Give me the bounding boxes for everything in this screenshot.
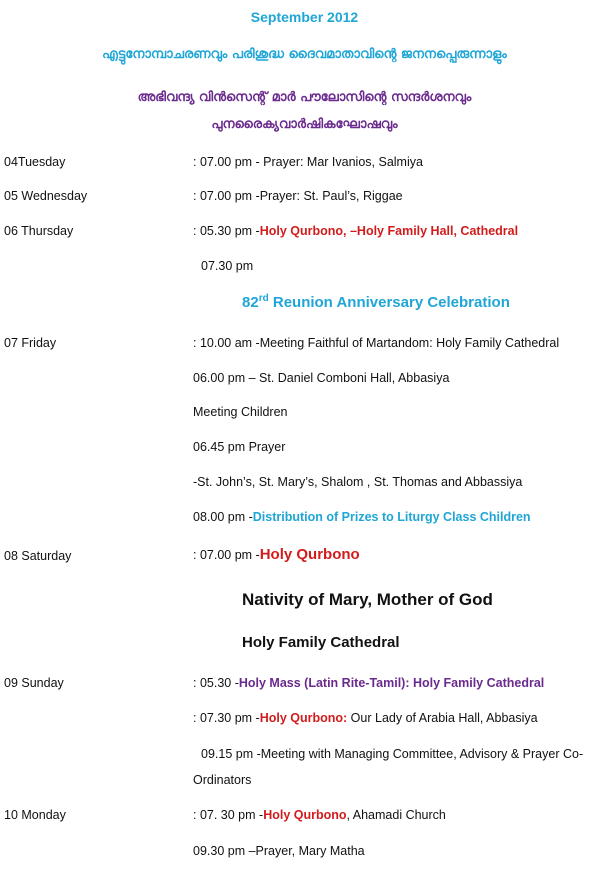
malayalam-heading-2: അഭിവന്ദ്യ വിൻസെന്റ് മാർ പൗലോസിന്റെ സന്ദർശനവും [137,90,472,105]
reunion-ordinal: rd [258,293,269,304]
event-wednesday: : 07.00 pm -Prayer: St. Paul’s, Riggae [193,189,403,203]
nativity-place: Holy Family Cathedral [242,634,400,651]
nativity-title: Nativity of Mary, Mother of God [242,590,493,609]
date-monday: 10 Monday [4,808,66,822]
event-highlight: Holy Qurbono [259,546,360,563]
event-time: : 07. 30 pm - [193,808,264,822]
event-highlight: Holy Mass (Latin Rite-Tamil): Holy Family Cathedral [238,676,545,690]
event-time: : 07.00 pm - [193,548,260,562]
event-highlight: Holy Qurbono, –Holy Family Hall, Cathedral [259,224,519,238]
event-time: : 07.30 pm - [193,711,260,725]
event-place: , Ahamadi Church [346,808,446,822]
date-friday: 07 Friday [4,336,57,350]
malayalam-heading-1: എട്ടുനോമ്പാചരണവും പരിശുദ്ധ ദൈവമാതാവിന്റെ ജനനപ്പെരുന്നാളും [102,47,507,62]
event-tuesday: : 07.00 pm - Prayer: Mar Ivanios, Salmiya [193,155,423,169]
date-thursday: 06 Thursday [4,224,74,238]
date-sunday: 09 Sunday [4,676,64,690]
event-monday-line1 [193,808,446,822]
event-time: : 05.30 - [193,676,239,690]
date-wednesday: 05 Wednesday [4,189,88,203]
event-sunday-line3-cont: Ordinators [193,773,252,787]
event-saturday [193,546,360,563]
event-friday-line1: : 10.00 am -Meeting Faithful of Martandom: Holy Family Cathedral [193,336,560,350]
event-sunday-line1 [193,676,544,690]
event-highlight: Distribution of Prizes to Liturgy Class Children [252,510,531,524]
date-saturday: 08 Saturday [4,549,72,563]
event-thursday-line2: 07.30 pm [201,259,254,273]
event-sunday-line2 [193,711,538,725]
event-friday-line2: 06.00 pm – St. Daniel Comboni Hall, Abbasiya [193,371,450,385]
reunion-number: 82 [242,294,259,311]
event-friday-line5: -St. John’s, St. Mary’s, Shalom , St. Thomas and Abbassiya [193,475,523,489]
event-monday-line2: 09.30 pm –Prayer, Mary Matha [193,844,365,858]
event-place: Our Lady of Arabia Hall, Abbasiya [347,711,538,725]
reunion-heading [242,293,510,311]
event-friday-line4: 06.45 pm Prayer [193,440,286,454]
page-title: September 2012 [250,9,359,25]
event-thursday [193,224,518,238]
event-friday-line3: Meeting Children [193,405,288,419]
event-time: : 05.30 pm - [193,224,260,238]
date-tuesday: 04Tuesday [4,155,66,169]
event-highlight: Holy Qurbono [263,808,347,822]
reunion-text: Reunion Anniversary Celebration [268,294,510,311]
malayalam-heading-3: പുനരൈക്യവാർഷികഘോഷവും [211,117,398,132]
event-highlight: Holy Qurbono: [259,711,348,725]
event-sunday-line3: 09.15 pm -Meeting with Managing Committee, Advisory & Prayer Co- [201,747,584,761]
event-friday-line6 [193,510,531,524]
event-time: 08.00 pm - [193,510,253,524]
